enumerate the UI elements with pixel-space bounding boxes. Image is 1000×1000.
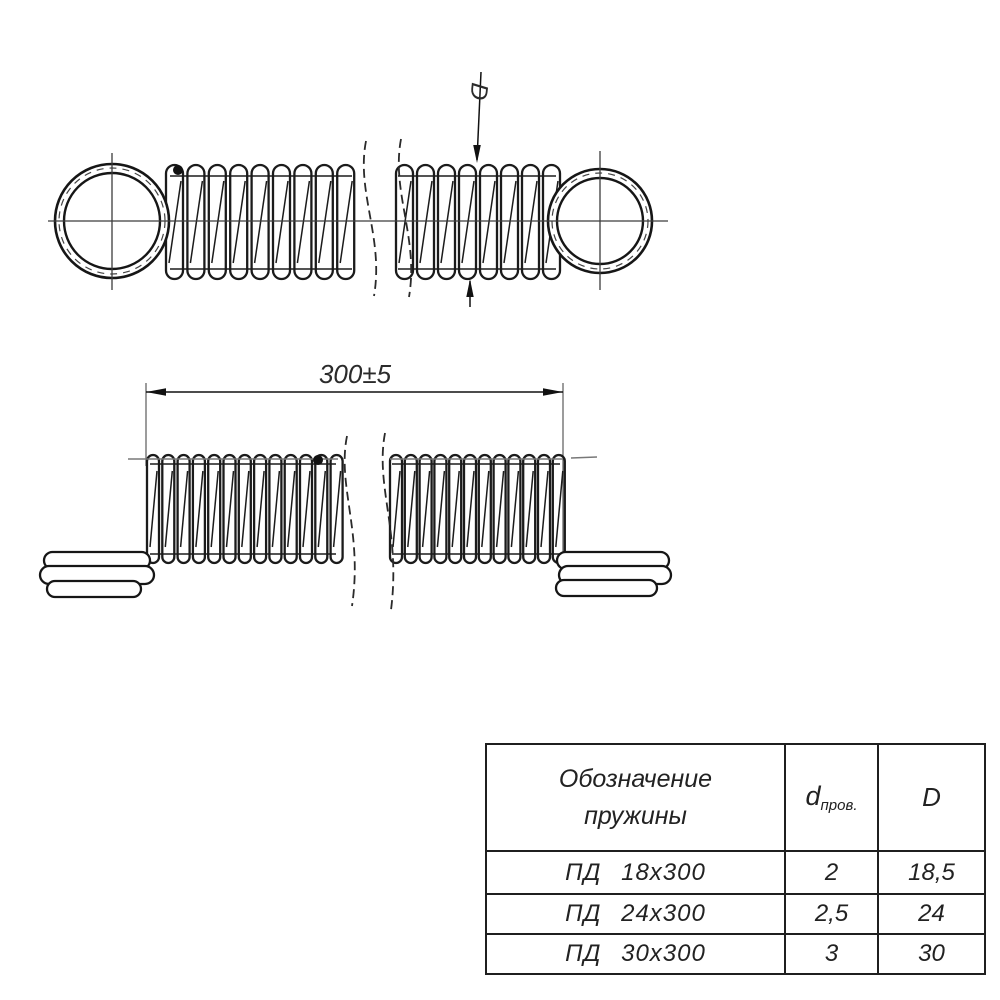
- coil-back-line: [181, 471, 188, 547]
- coil-back-line: [150, 471, 157, 547]
- header-designation: [486, 744, 785, 851]
- cell-designation: ПД 24х300: [486, 894, 785, 934]
- break-lines-side-view: [364, 139, 411, 297]
- header-outer-diameter: D: [878, 744, 985, 851]
- coil-back-line: [272, 471, 279, 547]
- diameter-dimension: [464, 72, 493, 307]
- coil-back-line: [340, 181, 352, 263]
- diameter-label: D: [464, 81, 493, 102]
- right-flat-hook: [556, 552, 671, 596]
- arrowhead-up: [466, 279, 473, 297]
- cell-outer-diameter: 18,5: [878, 851, 985, 894]
- coil-back-line: [318, 471, 325, 547]
- wire-diameter-symbol: d: [805, 781, 821, 811]
- table-row: [486, 934, 985, 974]
- spec-table-container: [485, 743, 986, 975]
- coil-back-line: [437, 471, 444, 547]
- coil-back-line: [420, 181, 432, 263]
- coil-back-line: [504, 181, 516, 263]
- coil-back-line: [276, 181, 288, 263]
- table-header-row: [486, 744, 985, 851]
- length-dimension: [146, 359, 563, 396]
- top-wire-centerline: [128, 457, 597, 459]
- cell-wire-diameter: 2: [785, 851, 878, 894]
- coil-back-line: [393, 471, 400, 547]
- coil-back-line: [525, 181, 537, 263]
- cell-wire-diameter: 3: [785, 934, 878, 974]
- spring-spec-table: [485, 743, 986, 975]
- coil-back-line: [165, 471, 172, 547]
- coil-back-line: [467, 471, 474, 547]
- coil-back-line: [257, 471, 264, 547]
- coil-back-line: [288, 471, 295, 547]
- coil-back-line: [211, 471, 218, 547]
- cell-designation: ПД 18х300: [486, 851, 785, 894]
- arrowhead-down: [473, 145, 481, 163]
- coil-section-right-top-view: [390, 455, 565, 563]
- length-dimension-text: 300±5: [318, 359, 392, 389]
- coil-back-line: [556, 471, 563, 547]
- coil-back-line: [334, 471, 341, 547]
- coil-back-line: [441, 181, 453, 263]
- coil-back-line: [482, 471, 489, 547]
- coil-back-line: [297, 181, 309, 263]
- coil-back-line: [526, 471, 533, 547]
- left-flat-hook: [40, 552, 154, 597]
- arrowhead-right: [543, 388, 563, 396]
- table-row: [486, 851, 985, 894]
- coil-back-line: [319, 181, 331, 263]
- coil-back-line: [242, 471, 249, 547]
- coil-back-line: [255, 181, 267, 263]
- coil-back-line: [212, 181, 224, 263]
- coil-back-line: [190, 181, 202, 263]
- spring-side-view: [48, 72, 668, 307]
- coil-back-line: [303, 471, 310, 547]
- coil-section-left: [166, 165, 354, 279]
- coil-section-right: [396, 165, 560, 279]
- coil-back-line: [497, 471, 504, 547]
- wire-end-mark-top-view: [313, 455, 323, 465]
- coil-back-line: [462, 181, 474, 263]
- coil-back-line: [169, 181, 181, 263]
- coil-back-line: [423, 471, 430, 547]
- header-wire-diameter: [785, 744, 878, 851]
- wire-end-mark: [173, 165, 183, 175]
- cell-designation: ПД 30х300: [486, 934, 785, 974]
- arrowhead-left: [146, 388, 166, 396]
- coil-back-line: [227, 471, 234, 547]
- coil-back-line: [399, 181, 411, 263]
- header-designation-text: Обозначение пружины: [558, 765, 713, 830]
- coil-back-line: [452, 471, 459, 547]
- coil-back-line: [408, 471, 415, 547]
- cell-outer-diameter: 24: [878, 894, 985, 934]
- cell-outer-diameter: 30: [878, 934, 985, 974]
- coil-back-line: [196, 471, 203, 547]
- wire-diameter-subscript: пров.: [820, 797, 858, 814]
- break-lines-top-view: [345, 433, 394, 610]
- cell-wire-diameter: 2,5: [785, 894, 878, 934]
- coil-back-line: [511, 471, 518, 547]
- spring-top-view: [40, 359, 671, 610]
- table-row: [486, 894, 985, 934]
- coil-back-line: [483, 181, 495, 263]
- coil-section-left-top-view: [147, 455, 343, 563]
- coil-back-line: [541, 471, 548, 547]
- coil-back-line: [233, 181, 245, 263]
